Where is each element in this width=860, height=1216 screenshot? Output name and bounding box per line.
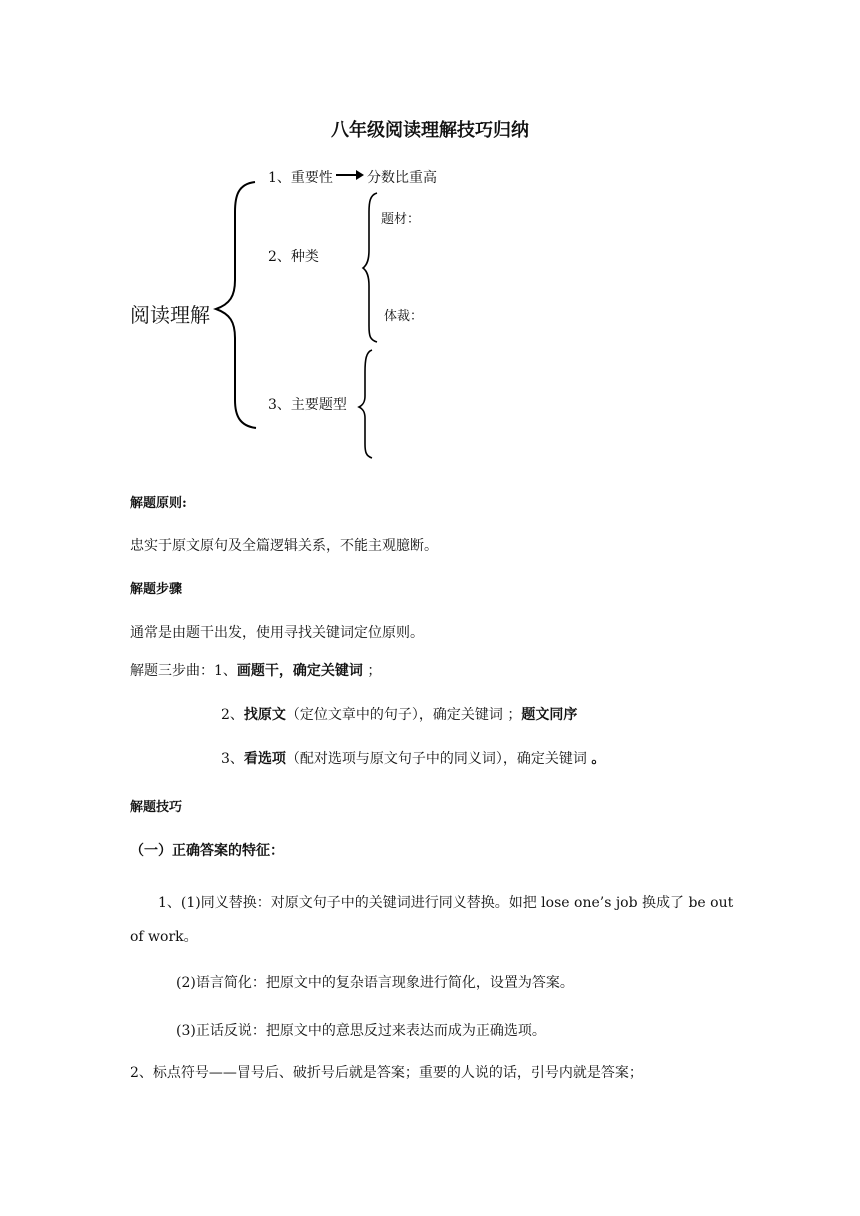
point-1-2: (2)语言简化：把原文中的复杂语言现象进行简化，设置为答案。 [176, 975, 574, 991]
mindmap-types-subject: 题材： [381, 212, 421, 227]
point-1-line-2: of work。 [130, 929, 198, 945]
step-2-bold2: 题文同序 [521, 707, 578, 723]
step-3 [221, 748, 605, 768]
point-1-line-1: 1、(1)同义替换：对原文句子中的关键词进行同义替换。如把 lose one’s job 换成了 be out [158, 895, 734, 911]
mindmap-root: 阅读理解 [130, 303, 210, 327]
step-1-suffix: ； [362, 663, 382, 679]
step-2-mid: （定位文章中的句子），确定关键词 ； [285, 707, 522, 723]
mindmap-types-genre: 体裁： [384, 309, 424, 324]
types-brace [363, 193, 377, 342]
page-title: 八年级阅读理解技巧归纳 [331, 120, 529, 141]
steps-intro: 通常是由题干出发，使用寻找关键词定位原则。 [130, 625, 424, 641]
step-3-bold2: 。 [591, 751, 606, 767]
step-1-bold: 画题干，确定关键词 [236, 663, 363, 679]
step-3-bold1: 看选项 [243, 751, 286, 767]
mindmap-item-types: 2、种类 [268, 249, 319, 265]
step-2 [221, 704, 577, 724]
question-types-brace [359, 350, 372, 458]
main-brace [216, 182, 256, 428]
arrow-head [356, 170, 364, 180]
principle-text: 忠实于原文原句及全篇逻辑关系，不能主观臆断。 [130, 538, 438, 554]
section-1-heading: （一）正确答案的特征： [130, 843, 284, 859]
mindmap-item-question-types: 3、主要题型 [268, 397, 347, 413]
steps-heading: 解题步骤 [130, 582, 183, 597]
step-3-prefix: 3、 [221, 751, 244, 767]
mindmap-item-importance-result: 分数比重高 [367, 170, 437, 186]
step-2-prefix: 2、 [221, 707, 244, 723]
step-1 [130, 660, 381, 680]
principle-heading: 解题原则: [130, 496, 187, 511]
mindmap-diagram [0, 0, 860, 470]
step-3-mid: （配对选项与原文句子中的同义词），确定关键词 [285, 751, 592, 767]
mindmap-item-importance: 1、重要性 [268, 170, 333, 186]
point-1-3: (3)正话反说：把原文中的意思反过来表达而成为正确选项。 [176, 1023, 546, 1039]
skills-heading: 解题技巧 [130, 800, 183, 815]
step-2-bold1: 找原文 [243, 707, 286, 723]
point-2: 2、标点符号——冒号后、破折号后就是答案；重要的人说的话，引号内就是答案； [130, 1065, 643, 1081]
step-1-prefix: 解题三步曲：1、 [130, 663, 237, 679]
